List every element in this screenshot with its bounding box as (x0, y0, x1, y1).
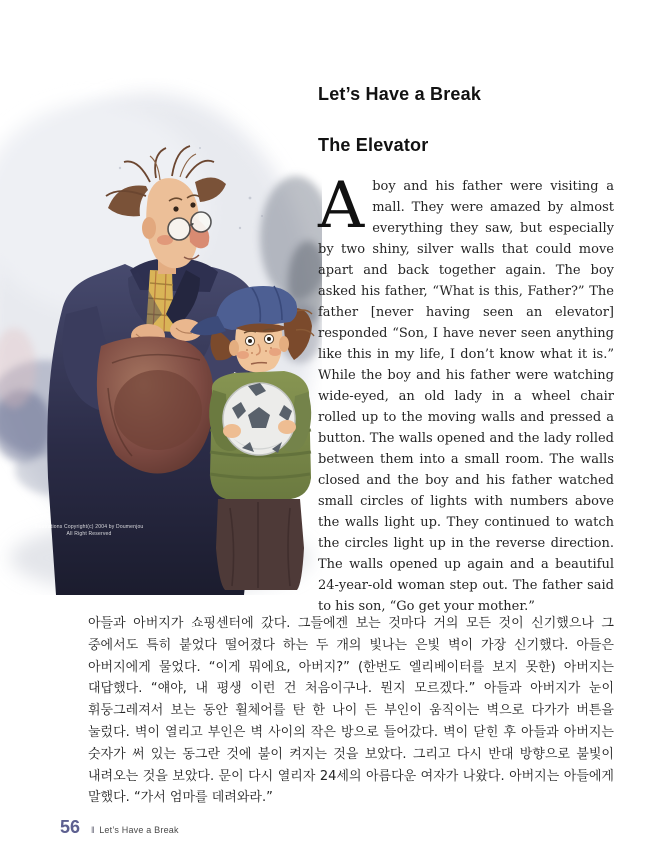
illustration-copyright (28, 524, 150, 538)
page-footer (60, 817, 179, 838)
drop-cap: A (318, 169, 365, 243)
page-number: 56 (60, 817, 81, 837)
story-title: The Elevator (318, 135, 429, 155)
old-man-and-boy-watercolor-illustration (0, 78, 322, 595)
footer-separator: ‖ (91, 825, 95, 835)
copyright-line-1: Illustrations Copyright(c) 2004 by Doumenjou (34, 524, 144, 530)
footer-section-label: Let’s Have a Break (99, 825, 179, 835)
story-body-text: boy and his father were visiting a mall. They were amazed by almost everything they saw, but especially by two shiny, silver walls that could move apart and back together again. The boy asked his father, “What is this, Father?” The father [never having seen an elevator] responded “Son, I have never seen anything like this in my life, I don’t know what it is.” While the boy and his father were watching wide-eyed, an old lady in a wheel chair rolled up to the moving walls and pressed a button. The walls opened and the lady rolled between them into a small room. The walls closed and the boy and his father watched small circles of lights with numbers above the walls light up. They continued to watch the circles light up in the reverse direction. The walls opened up again and a beautiful 24-year-old woman step out. The father said to his son, “Go get your mother.” (318, 179, 614, 614)
story-column (318, 84, 614, 617)
copyright-line-2: All Right Reserved (66, 531, 112, 537)
story-illustration (0, 78, 322, 595)
korean-translation-paragraph: 아들과 아버지가 쇼핑센터에 갔다. 그들에겐 보는 것마다 거의 모든 것이 신기했으나 그 중에서도 특히 붙었다 떨어졌다 하는 두 개의 빛나는 은빛 벽이 가장 신기했다. 아들은 아버지에게 물었다. “이게 뭐에요, 아버지?” (한번도 엘리베이터를 보지 못한) 아버지는 대답했다. “얘야, 내 평생 이런 건 처음이구나. 뭔지 모르겠다.” 아들과 아버지가 눈이 휘둥그레져서 보는 동안 휠체어를 탄 한 나이 든 부인이 움직이는 벽으로 다가가 버튼을 눌렀다. 벽이 열리고 부인은 벽 사이의 작은 방으로 들어갔다. 벽이 닫힌 후 아들과 아버지는 숫자가 써 있는 동그란 것에 불이 켜지는 것을 보았다. 그리고 다시 반대 방향으로 불빛이 내려오는 것을 보았다. 문이 다시 열리자 24세의 아름다운 여자가 나왔다. 아버지는 아들에게 말했다. “가서 엄마를 데려와라.” (88, 616, 614, 806)
story-paragraph (318, 169, 614, 617)
section-title: Let’s Have a Break (318, 84, 482, 104)
